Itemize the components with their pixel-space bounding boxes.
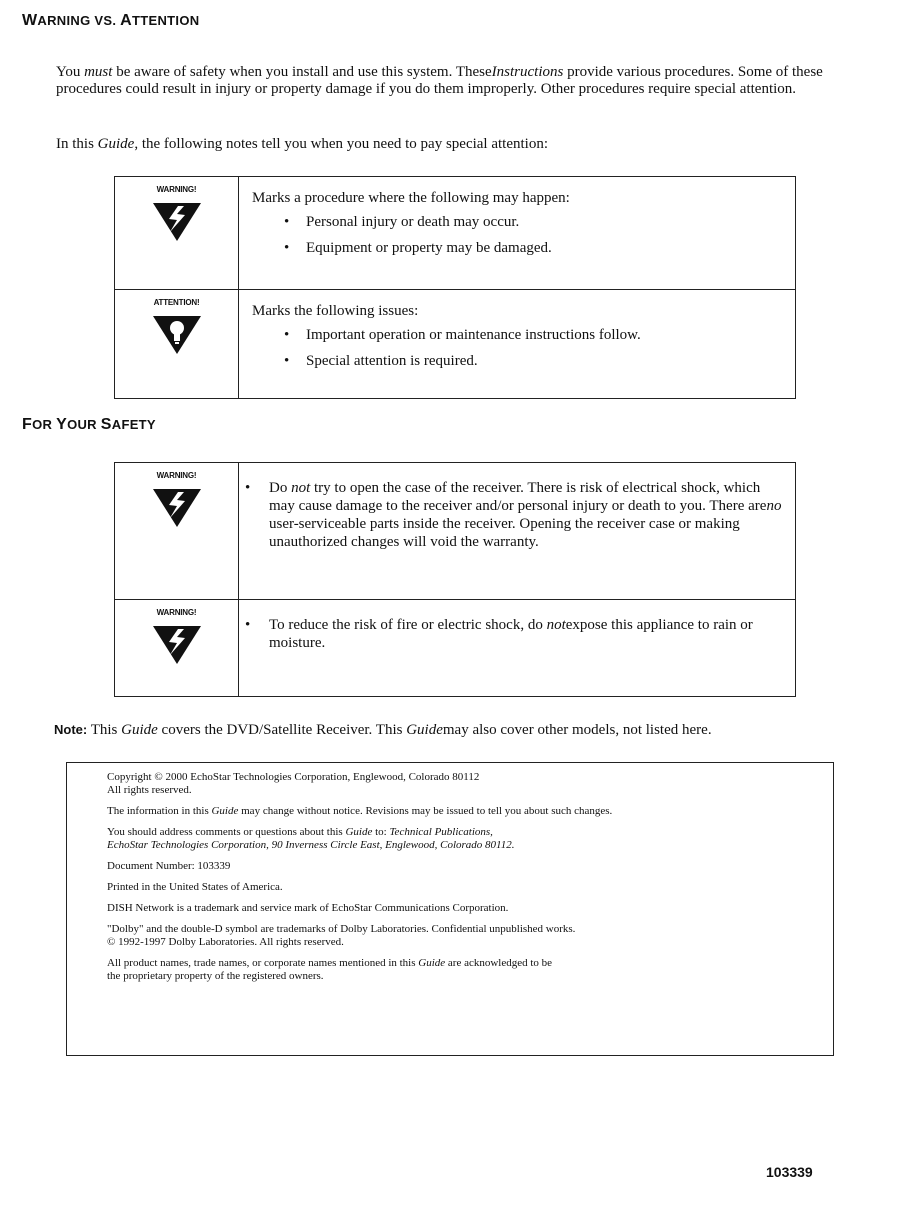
text: try to open the case of the receiver. There is risk of electrical shock, which may cause damage to the receiver and/or personal injury or death to you. There are xyxy=(269,480,767,514)
trademark-dolby xyxy=(107,923,827,949)
text: the proprietary property of the registered owners. xyxy=(107,970,324,982)
list-item: • Equipment or property may be damaged. xyxy=(284,239,785,257)
warning-row xyxy=(115,177,795,289)
text-em: Guide xyxy=(121,722,158,738)
warning-icon-cell xyxy=(115,600,239,696)
bullet: • xyxy=(245,480,251,496)
heading-char: Y xyxy=(56,416,68,433)
notes-table xyxy=(114,176,796,399)
revision-notice xyxy=(107,805,827,818)
text-em: EchoStar Technologies Corporation, 90 Inverness Circle East, Englewood, Colorado 80112. xyxy=(107,839,515,851)
text-em: Technical Publications, xyxy=(389,826,493,838)
text: may change without notice. Revisions may be issued to tell you about such changes. xyxy=(238,805,613,817)
text: All rights reserved. xyxy=(107,784,192,796)
attention-bullets xyxy=(252,326,785,370)
text-em: Guide xyxy=(97,136,135,152)
heading-text: OR xyxy=(32,417,57,432)
heading-char: F xyxy=(22,416,33,433)
heading-char: W xyxy=(22,12,38,29)
page-document-number: 103339 xyxy=(766,1164,813,1180)
text: This xyxy=(87,722,122,738)
guide-coverage-note xyxy=(54,722,899,739)
warning-icon-cell xyxy=(115,177,239,289)
list-item: • Personal injury or death may occur. xyxy=(284,213,785,231)
warning-label: WARNING! xyxy=(156,185,197,194)
section-heading-warning-vs-attention xyxy=(22,12,199,30)
safety-row-case xyxy=(115,463,795,599)
text: , the following notes tell you when you need to pay special attention: xyxy=(134,136,549,152)
section-heading-for-your-safety xyxy=(22,416,156,434)
text-em: Guide xyxy=(418,957,446,969)
text-em: must xyxy=(84,64,113,80)
text: covers the DVD/Satellite Receiver. This xyxy=(157,722,407,738)
copyright-text xyxy=(107,771,827,991)
warning-text-cell xyxy=(252,177,795,275)
list-item: • Special attention is required. xyxy=(284,352,785,370)
text: Copyright © 2000 EchoStar Technologies Corporation, Englewood, Colorado 80112 xyxy=(107,771,480,783)
intro-paragraph xyxy=(56,64,886,98)
lightning-bolt-icon xyxy=(151,485,203,529)
heading-text: TTENTION xyxy=(132,13,200,28)
text: provide various procedures. Some of these procedures could result in injury or property damage if you do them improperly. Other procedures require special attention. xyxy=(56,64,823,97)
text-em: Guide xyxy=(345,826,373,838)
attention-lead: Marks the following issues: xyxy=(252,303,419,319)
lightbulb-icon xyxy=(151,312,203,356)
text: expose this appliance to rain or moisture. xyxy=(269,617,753,651)
safety-row-moisture xyxy=(115,599,795,696)
warning-bullets xyxy=(252,213,785,257)
copyright-line xyxy=(107,771,827,797)
attention-text-cell xyxy=(252,290,795,388)
heading-char: A xyxy=(120,12,133,29)
text-em: Instructions xyxy=(491,64,564,80)
text: The information in this xyxy=(107,805,212,817)
guide-notes-paragraph xyxy=(56,136,886,153)
heading-char: S xyxy=(100,416,112,433)
attention-row xyxy=(115,289,795,398)
heading-text: ARNING VS. xyxy=(37,13,121,28)
text: Do xyxy=(269,480,292,496)
text: In this xyxy=(56,136,98,152)
warning-label: WARNING! xyxy=(156,608,197,617)
text: All product names, trade names, or corporate names mentioned in this xyxy=(107,957,419,969)
contact-address xyxy=(107,826,827,852)
text: To reduce the risk of fire or electric shock, do xyxy=(269,617,547,633)
trademark-dish: DISH Network is a trademark and service mark of EchoStar Communications Corporation. xyxy=(107,902,509,914)
warning-icon-cell xyxy=(115,463,239,599)
text: be aware of safety when you install and use this system. These xyxy=(112,64,492,80)
safety-text xyxy=(249,479,785,551)
text: user-serviceable parts inside the receiver. Opening the receiver case or making unauthorized changes will void the warranty. xyxy=(269,516,740,550)
printed-in: Printed in the United States of America. xyxy=(107,881,283,893)
safety-table xyxy=(114,462,796,697)
text: © 1992-1997 Dolby Laboratories. All rights reserved. xyxy=(107,936,344,948)
warning-label: WARNING! xyxy=(156,471,197,480)
safety-text xyxy=(249,616,785,652)
heading-text: AFETY xyxy=(111,417,156,432)
list-item: • Important operation or maintenance instructions follow. xyxy=(284,326,785,344)
text: You xyxy=(56,64,85,80)
warning-lead: Marks a procedure where the following may happen: xyxy=(252,190,570,206)
note-label: Note: xyxy=(54,722,88,737)
document-number: Document Number: 103339 xyxy=(107,860,231,872)
copyright-box xyxy=(66,762,834,1056)
attention-icon-cell xyxy=(115,290,239,398)
safety-text-cell xyxy=(245,463,795,561)
text-em: not xyxy=(291,480,311,496)
proprietary-notice xyxy=(107,957,827,983)
attention-label: ATTENTION! xyxy=(153,298,200,307)
safety-text-cell xyxy=(245,600,795,662)
text-em: Guide xyxy=(406,722,443,738)
text: may also cover other models, not listed here. xyxy=(442,722,712,738)
text: are acknowledged to be xyxy=(445,957,553,969)
lightning-bolt-icon xyxy=(151,199,203,243)
text-em: no xyxy=(766,498,782,514)
text: "Dolby" and the double-D symbol are trademarks of Dolby Laboratories. Confidential unpublished works. xyxy=(107,923,576,935)
text-em: Guide xyxy=(211,805,239,817)
text: You should address comments or questions about this xyxy=(107,826,346,838)
bullet: • xyxy=(245,617,251,633)
heading-text: OUR xyxy=(67,417,101,432)
lightning-bolt-icon xyxy=(151,622,203,666)
text: to: xyxy=(372,826,390,838)
text-em: not xyxy=(546,617,566,633)
